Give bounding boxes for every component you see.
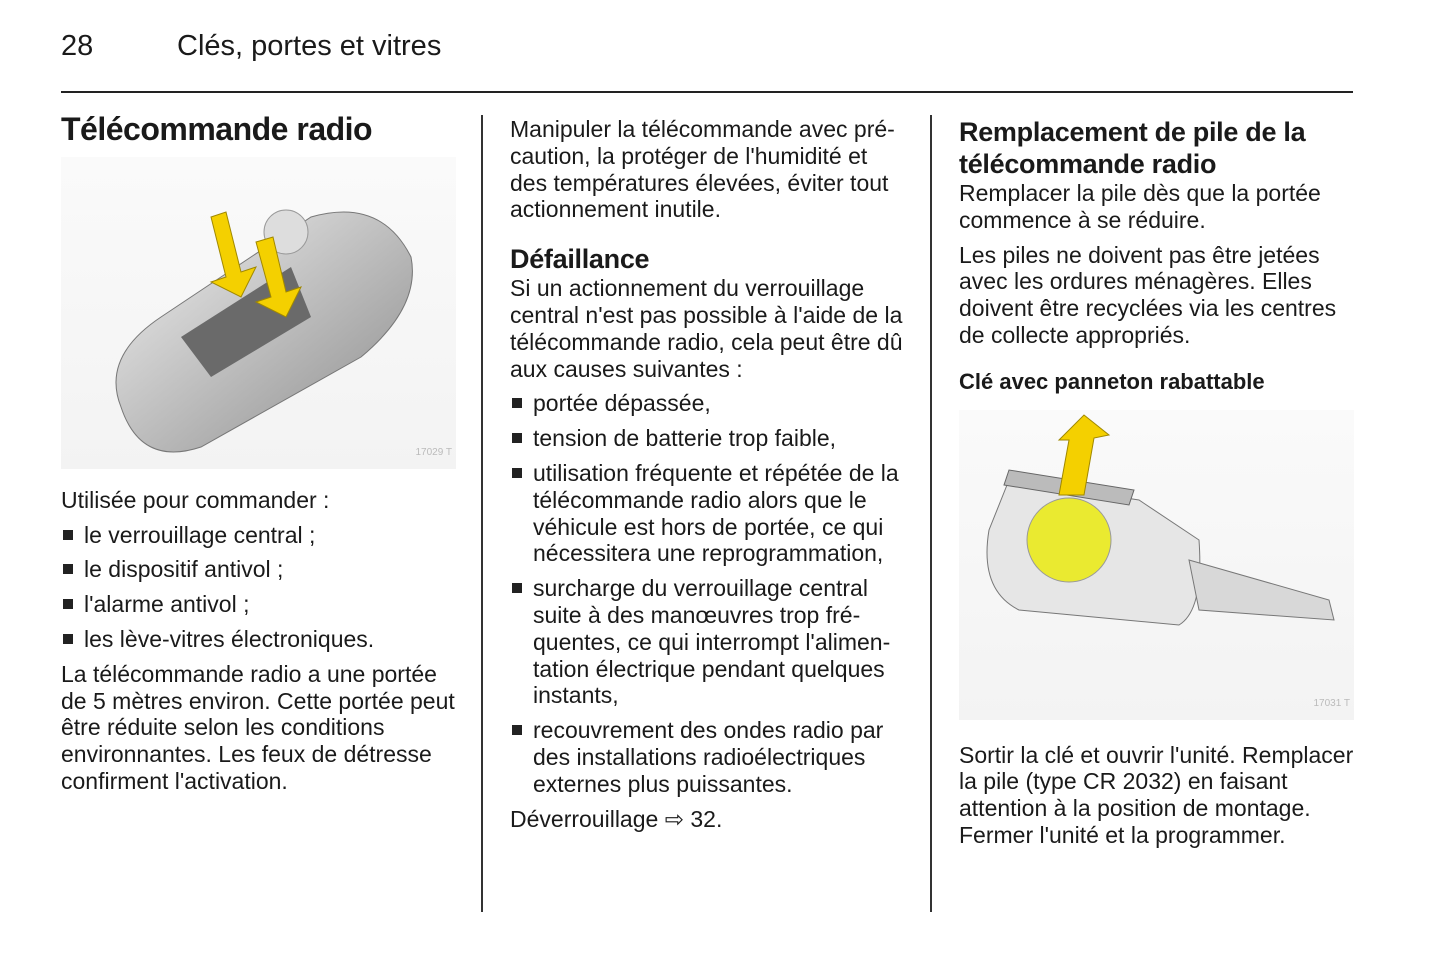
handling-paragraph: Manipuler la télécommande avec précaution, la protéger de l'humidité et des températures élevées, éviter tout actionnement inutile. [510,116,895,223]
range-paragraph: La télécommande radio a une portée de 5 mètres environ. Cette portée peut être réduite selon les conditions environnantes. Les feux de détresse confirment l'activation. [61,660,455,794]
list-item: surcharge du verrouillage central suite à des manœuvres trop fréquentes, ce qui interrompt l'alimentation électrique pendant quelques instants, [510,575,908,709]
list-item: tension de batterie trop faible, [510,425,908,452]
header-divider [61,91,1353,93]
figure-code: 17031 T [1313,697,1350,709]
chapter-title: Clés, portes et vitres [177,30,442,62]
subheading: Clé avec panneton rabattable [959,368,1265,394]
column-2 [510,116,908,840]
remote-key-icon [61,157,456,469]
list-item: le dispositif antivol ; [61,556,461,583]
remote-key-illustration [61,157,456,469]
column-divider [481,115,483,912]
list-item: portée dépassée, [510,390,908,417]
disposal-paragraph: Les piles ne doivent pas être jetées avec les ordures ménagères. Elles doivent être recyclées via les centres de collecte appropriés. [959,241,1337,348]
intro-text: Si un actionnement du verrouillage central n'est pas possible à l'aide de la télécommande radio, cela peut être dû aux causes suivantes : [510,275,903,382]
cause-list [510,390,908,797]
battery-replacement-illustration [959,410,1354,720]
list-item: les lève-vitres électroniques. [61,626,461,653]
list-item: utilisation fréquente et répétée de la télécommande radio alors que le véhicule est hors de portée, ce qui nécessitera une reprogrammation, [510,460,908,567]
reference-page[interactable]: 32. [690,805,723,832]
list-item: l'alarme antivol ; [61,591,461,618]
section-heading: Remplacement de pile de la télécommande radio [959,117,1306,179]
flip-key-icon [959,410,1354,720]
list-item: le verrouillage central ; [61,522,461,549]
section-title: Télécommande radio [61,111,373,147]
cross-reference [510,806,908,833]
page-number: 28 [61,30,94,62]
battery-paragraph: Remplacer la pile dès que la portée commence à se réduire. [959,180,1321,233]
column-3 [959,116,1357,857]
reference-label: Déverrouillage [510,805,659,832]
figure-code: 17029 T [415,447,452,458]
intro-text: Utilisée pour commander : [61,486,330,513]
column-divider [930,115,932,912]
column-1 [61,111,461,803]
instructions-paragraph: Sortir la clé et ouvrir l'unité. Remplacer la pile (type CR 2032) en faisant attention à la position de montage. Fermer l'unité et la programmer. [959,741,1354,848]
section-heading: Défaillance [510,244,650,275]
arrow-reference-icon: ⇨ [664,805,684,832]
function-list [61,522,461,653]
list-item: recouvrement des ondes radio par des installations radioélectriques externes plus puissantes. [510,717,908,797]
